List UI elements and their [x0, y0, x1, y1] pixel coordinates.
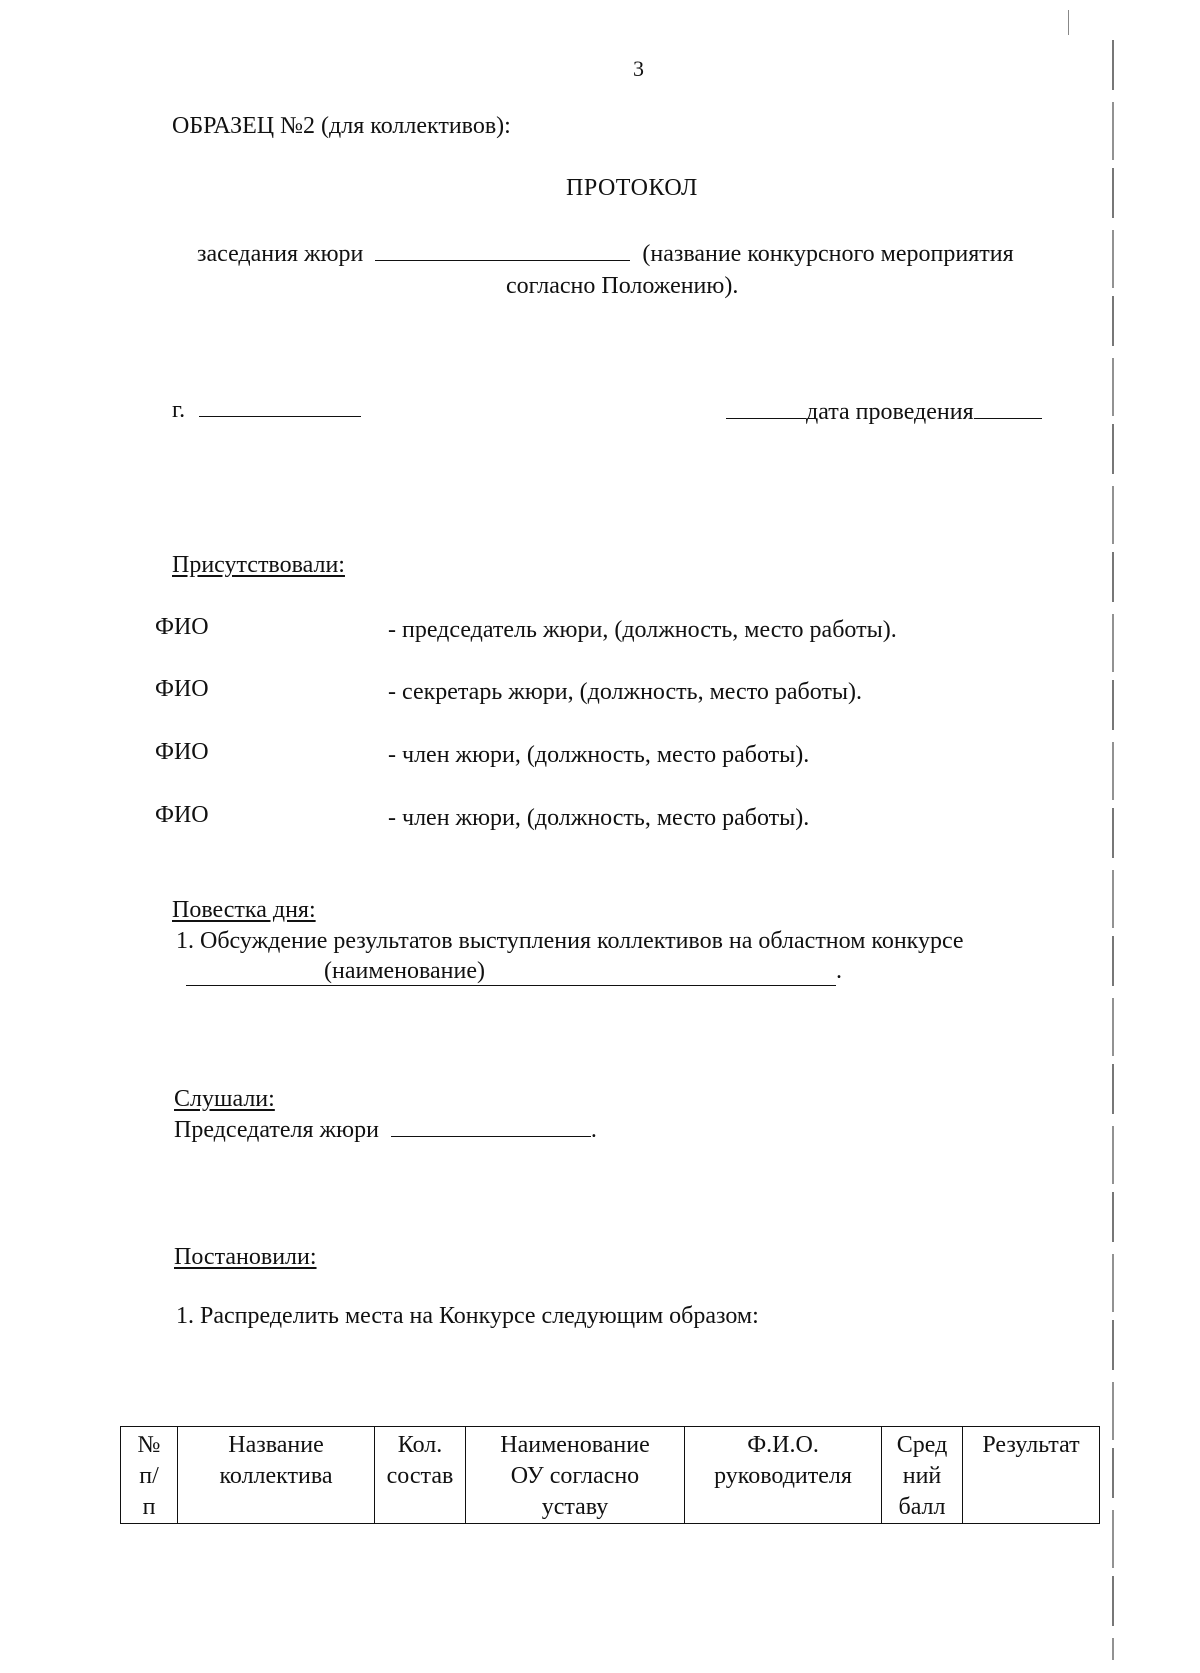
city-prefix: г. — [172, 397, 186, 423]
agenda-heading: Повестка дня: — [172, 897, 316, 923]
chair-name-blank — [391, 1135, 591, 1137]
city-field — [172, 397, 361, 424]
page-number: 3 — [633, 56, 644, 81]
heard-label: Председателя жюри — [174, 1117, 379, 1143]
agenda-item-1: 1. Обсуждение результатов выступления коллективов на областном конкурсе — [176, 928, 964, 954]
date-blank-right — [974, 417, 1042, 419]
member-name-4: ФИО — [155, 802, 209, 828]
date-blank-left — [726, 417, 806, 419]
present-heading: Присутствовали: — [172, 552, 345, 578]
member-name-1: ФИО — [155, 614, 209, 640]
header-members-count: Кол. состав — [375, 1427, 466, 1524]
agenda-name-placeholder: (наименование) — [186, 958, 836, 986]
heard-text — [174, 1117, 597, 1144]
session-line — [197, 241, 1014, 268]
date-field — [726, 399, 1042, 426]
member-name-3: ФИО — [155, 739, 209, 765]
event-name-blank — [375, 259, 630, 261]
member-role-3: - член жюри, (должность, место работы). — [388, 742, 810, 768]
heard-heading: Слушали: — [174, 1086, 275, 1112]
document-title: ПРОТОКОЛ — [566, 175, 698, 201]
sample-heading: ОБРАЗЕЦ №2 (для коллективов): — [172, 113, 511, 139]
member-name-2: ФИО — [155, 676, 209, 702]
member-role-1: - председатель жюри, (должность, место работы). — [388, 617, 897, 643]
session-line-2: согласно Положению). — [506, 273, 739, 299]
table-header-row — [121, 1427, 1100, 1524]
results-table — [120, 1426, 1100, 1524]
heard-period: . — [590, 1117, 597, 1143]
header-leader-name: Ф.И.О. руководителя — [685, 1427, 882, 1524]
header-collective-name: Название коллектива — [178, 1427, 375, 1524]
member-role-2: - секретарь жюри, (должность, место работы). — [388, 679, 863, 705]
agenda-item-1-name — [186, 958, 842, 986]
session-suffix: (название конкурсного мероприятия — [642, 241, 1014, 267]
resolved-heading: Постановили: — [174, 1244, 317, 1270]
city-blank — [199, 415, 361, 417]
header-institution: Наименование ОУ согласно уставу — [466, 1427, 685, 1524]
header-result: Результат — [963, 1427, 1100, 1524]
scan-edge-line — [1112, 40, 1114, 1660]
header-average-score: Сред ний балл — [882, 1427, 963, 1524]
resolved-item-1: 1. Распределить места на Конкурсе следующим образом: — [176, 1303, 759, 1329]
scan-edge-mark — [1068, 10, 1069, 35]
date-label: дата проведения — [806, 399, 974, 425]
header-number: № п/ п — [121, 1427, 178, 1524]
member-role-4: - член жюри, (должность, место работы). — [388, 805, 810, 831]
agenda-period: . — [836, 958, 842, 984]
session-prefix: заседания жюри — [197, 241, 364, 267]
